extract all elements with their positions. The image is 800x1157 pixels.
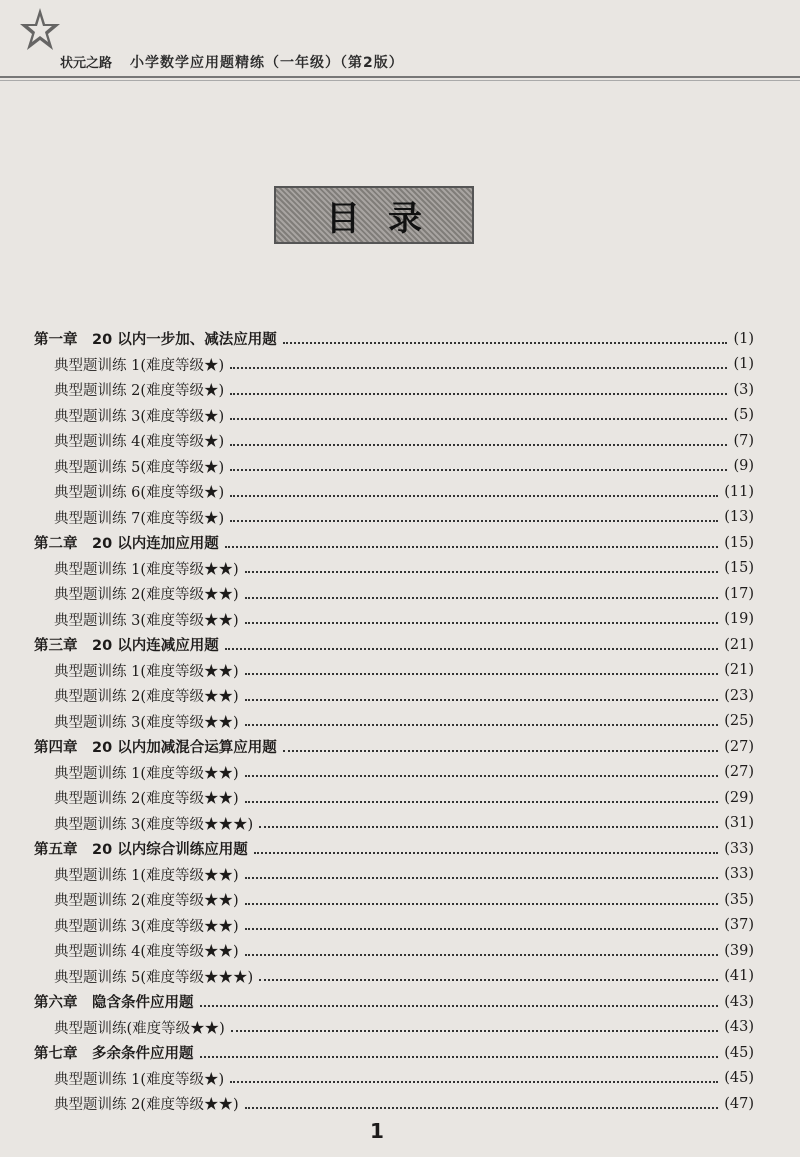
toc-page-number: (37): [724, 917, 754, 934]
dot-leader: [259, 826, 718, 828]
toc-page-number: (15): [724, 534, 754, 551]
exercise-title: 典型题训练 3(难度等级★★): [54, 918, 239, 935]
toc-exercise-entry[interactable]: [34, 377, 754, 403]
toc-page-number: (11): [724, 483, 754, 500]
dot-leader: [230, 393, 727, 395]
exercise-title: 典型题训练 4(难度等级★): [54, 434, 225, 451]
dot-leader: [225, 546, 719, 548]
toc-exercise-entry[interactable]: [34, 1091, 754, 1117]
exercise-title: 典型题训练 3(难度等级★★): [54, 612, 239, 629]
chapter-title: 第一章 20 以内一步加、减法应用题: [34, 332, 277, 349]
toc-exercise-entry[interactable]: [34, 1066, 754, 1092]
exercise-title: 典型题训练 5(难度等级★): [54, 459, 225, 476]
toc-page-number: (39): [724, 942, 754, 959]
dot-leader: [283, 342, 728, 344]
dot-leader: [245, 622, 719, 624]
dot-leader: [225, 648, 719, 650]
exercise-title: 典型题训练 1(难度等级★★): [54, 561, 239, 578]
chapter-title: 第六章 隐含条件应用题: [34, 995, 194, 1012]
dot-leader: [230, 469, 727, 471]
toc-exercise-entry[interactable]: [34, 505, 754, 531]
toc-page-number: (23): [724, 687, 754, 704]
toc-page-number: (15): [724, 560, 754, 577]
toc-exercise-entry[interactable]: [34, 683, 754, 709]
exercise-title: 典型题训练 1(难度等级★): [54, 357, 225, 374]
toc-page-number: (43): [724, 993, 754, 1010]
toc-exercise-entry[interactable]: [34, 709, 754, 735]
dot-leader: [245, 801, 719, 803]
toc-exercise-entry[interactable]: [34, 913, 754, 939]
dot-leader: [230, 418, 727, 420]
toc-exercise-entry[interactable]: [34, 428, 754, 454]
dot-leader: [245, 673, 719, 675]
header-series-logo-text: 状元之路: [60, 56, 113, 71]
toc-exercise-entry[interactable]: [34, 581, 754, 607]
exercise-title: 典型题训练 7(难度等级★): [54, 510, 225, 527]
toc-exercise-entry[interactable]: [34, 862, 754, 888]
toc-exercise-entry[interactable]: [34, 479, 754, 505]
exercise-title: 典型题训练 2(难度等级★★): [54, 689, 239, 706]
dot-leader: [230, 520, 718, 522]
chapter-title: 第三章 20 以内连减应用题: [34, 638, 219, 655]
dot-leader: [245, 928, 719, 930]
dot-leader: [245, 724, 719, 726]
toc-page-number: (45): [724, 1044, 754, 1061]
toc-page-number: (21): [724, 662, 754, 679]
toc-title-box: [274, 186, 474, 244]
toc-chapter-entry[interactable]: [34, 530, 754, 556]
toc-exercise-entry[interactable]: [34, 938, 754, 964]
toc-page-number: (5): [733, 407, 754, 424]
exercise-title: 典型题训练 2(难度等级★★): [54, 893, 239, 910]
table-of-contents: [34, 326, 754, 1117]
toc-chapter-entry[interactable]: [34, 326, 754, 352]
exercise-title: 典型题训练 1(难度等级★★): [54, 663, 239, 680]
toc-exercise-entry[interactable]: [34, 887, 754, 913]
exercise-title: 典型题训练 1(难度等级★): [54, 1071, 225, 1088]
dot-leader: [245, 699, 719, 701]
toc-chapter-entry[interactable]: [34, 989, 754, 1015]
dot-leader: [245, 1107, 719, 1109]
dot-leader: [200, 1005, 719, 1007]
header-book-title: 小学数学应用题精练（一年级）（第2版）: [130, 55, 404, 71]
dot-leader: [230, 1081, 718, 1083]
toc-exercise-entry[interactable]: [34, 607, 754, 633]
dot-leader: [231, 1030, 718, 1032]
toc-page-number: (33): [724, 840, 754, 857]
toc-page-number: (41): [724, 968, 754, 985]
toc-page-number: (17): [724, 585, 754, 602]
exercise-title: 典型题训练 2(难度等级★★): [54, 587, 239, 604]
dot-leader: [230, 367, 727, 369]
toc-exercise-entry[interactable]: [34, 403, 754, 429]
toc-exercise-entry[interactable]: [34, 454, 754, 480]
toc-title: 目录: [326, 198, 450, 239]
toc-page-number: (45): [724, 1070, 754, 1087]
exercise-title: 典型题训练 4(难度等级★★): [54, 944, 239, 961]
toc-page-number: (27): [724, 738, 754, 755]
toc-page-number: (7): [733, 432, 754, 449]
toc-page-number: (29): [724, 789, 754, 806]
chapter-title: 第四章 20 以内加减混合运算应用题: [34, 740, 277, 757]
chapter-title: 第五章 20 以内综合训练应用题: [34, 842, 248, 859]
toc-exercise-entry[interactable]: [34, 785, 754, 811]
dot-leader: [230, 495, 718, 497]
dot-leader: [283, 750, 719, 752]
toc-exercise-entry[interactable]: [34, 1015, 754, 1041]
dot-leader: [200, 1056, 719, 1058]
toc-page-number: (1): [733, 356, 754, 373]
dot-leader: [259, 979, 718, 981]
page-number: 1: [370, 1119, 384, 1143]
exercise-title: 典型题训练 3(难度等级★): [54, 408, 225, 425]
toc-exercise-entry[interactable]: [34, 352, 754, 378]
exercise-title: 典型题训练 6(难度等级★): [54, 485, 225, 502]
exercise-title: 典型题训练 1(难度等级★★): [54, 765, 239, 782]
toc-exercise-entry[interactable]: [34, 760, 754, 786]
toc-page-number: (35): [724, 891, 754, 908]
chapter-title: 第二章 20 以内连加应用题: [34, 536, 219, 553]
toc-page-number: (9): [733, 458, 754, 475]
toc-chapter-entry[interactable]: [34, 1040, 754, 1066]
toc-chapter-entry[interactable]: [34, 734, 754, 760]
exercise-title: 典型题训练 2(难度等级★): [54, 383, 225, 400]
toc-page-number: (33): [724, 866, 754, 883]
dot-leader: [245, 597, 719, 599]
dot-leader: [245, 954, 719, 956]
toc-page-number: (1): [733, 330, 754, 347]
toc-exercise-entry[interactable]: [34, 556, 754, 582]
toc-chapter-entry[interactable]: [34, 632, 754, 658]
dot-leader: [245, 775, 719, 777]
toc-page-number: (47): [724, 1095, 754, 1112]
toc-exercise-entry[interactable]: [34, 964, 754, 990]
toc-page-number: (19): [724, 611, 754, 628]
exercise-title: 典型题训练(难度等级★★): [54, 1020, 225, 1037]
exercise-title: 典型题训练 1(难度等级★★): [54, 867, 239, 884]
toc-page-number: (21): [724, 636, 754, 653]
toc-page-number: (3): [733, 381, 754, 398]
chapter-title: 第七章 多余条件应用题: [34, 1046, 194, 1063]
toc-page-number: (31): [724, 815, 754, 832]
star-logo-icon: [18, 4, 62, 64]
exercise-title: 典型题训练 2(难度等级★★): [54, 791, 239, 808]
toc-page-number: (43): [724, 1019, 754, 1036]
toc-exercise-entry[interactable]: [34, 811, 754, 837]
exercise-title: 典型题训练 2(难度等级★★): [54, 1097, 239, 1114]
dot-leader: [230, 444, 727, 446]
exercise-title: 典型题训练 5(难度等级★★★): [54, 969, 254, 986]
exercise-title: 典型题训练 3(难度等级★★): [54, 714, 239, 731]
toc-page-number: (25): [724, 713, 754, 730]
header-rule: [0, 76, 800, 78]
header-rule-thin: [0, 80, 800, 81]
dot-leader: [254, 852, 719, 854]
dot-leader: [245, 903, 719, 905]
toc-page-number: (13): [724, 509, 754, 526]
toc-chapter-entry[interactable]: [34, 836, 754, 862]
dot-leader: [245, 571, 719, 573]
exercise-title: 典型题训练 3(难度等级★★★): [54, 816, 254, 833]
dot-leader: [245, 877, 719, 879]
toc-page-number: (27): [724, 764, 754, 781]
toc-exercise-entry[interactable]: [34, 658, 754, 684]
